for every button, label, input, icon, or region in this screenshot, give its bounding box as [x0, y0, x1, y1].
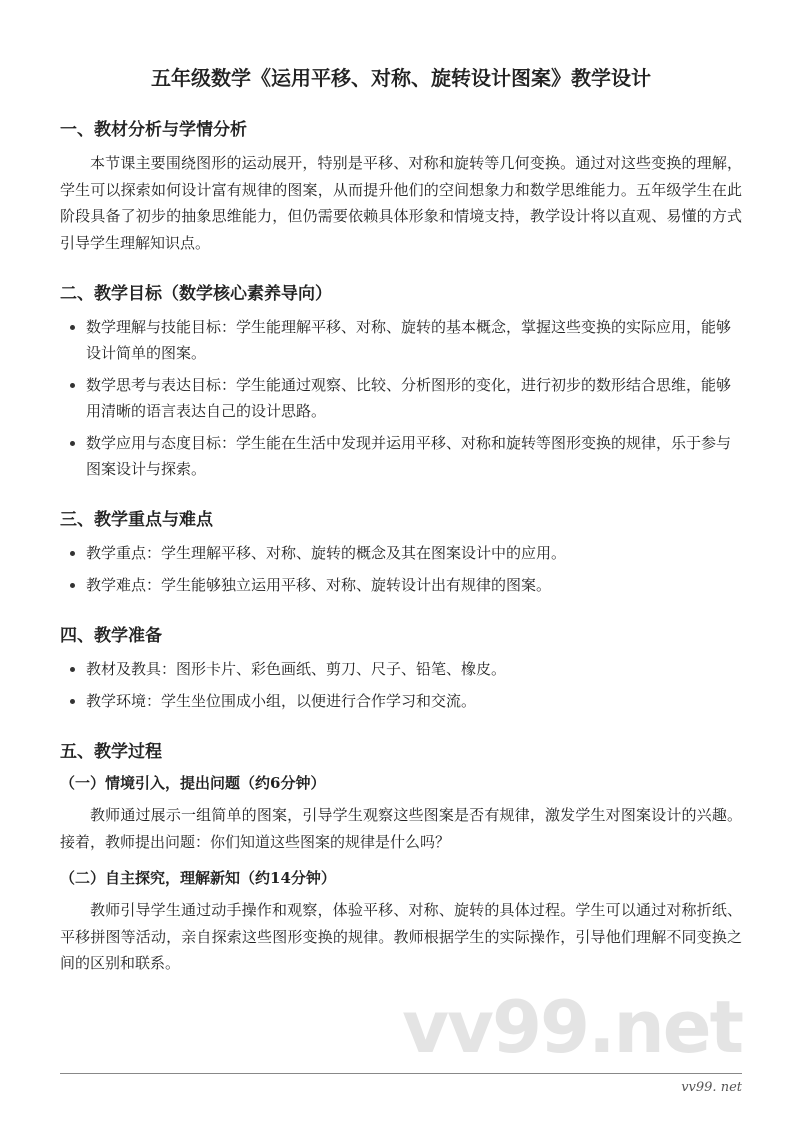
bullet-icon: [70, 325, 75, 330]
list-item: [60, 688, 742, 714]
list-item: [60, 314, 742, 366]
key-points-list: [60, 540, 742, 598]
section-heading-2: 二、教学目标（数学核心素养导向）: [60, 284, 332, 304]
objectives-list: [60, 314, 742, 482]
list-item: [60, 540, 742, 566]
list-item: [60, 656, 742, 682]
bullet-icon: [70, 441, 75, 446]
preparation-list: [60, 656, 742, 714]
list-item: [60, 430, 742, 482]
bullet-icon: [70, 699, 75, 704]
page-title: 五年级数学《运用平移、对称、旋转设计图案》教学设计: [151, 66, 651, 90]
list-item-text: 数学理解与技能目标：学生能理解平移、对称、旋转的基本概念，掌握这些变换的实际应用，能够设计简单的图案。: [86, 318, 732, 362]
bullet-icon: [70, 551, 75, 556]
footer-divider: [60, 1073, 742, 1074]
bullet-icon: [70, 583, 75, 588]
list-item-text: 教材及教具：图形卡片、彩色画纸、剪刀、尺子、铅笔、橡皮。: [86, 660, 507, 678]
section-1-paragraph: 本节课主要围绕图形的运动展开，特别是平移、对称和旋转等几何变换。通过对这些变换的理解，学生可以探索如何设计富有规律的图案，从而提升他们的空间想象力和数学思维能力。五年级学生在此阶段具备了初步的抽象思维能力，但仍需要依赖具体形象和情境支持，教学设计将以直观、易懂的方式引导学生理解知识点。: [60, 154, 742, 252]
list-item-text: 数学思考与表达目标：学生能通过观察、比较、分析图形的变化，进行初步的数形结合思维，能够用清晰的语言表达自己的设计思路。: [86, 376, 732, 420]
list-item-text: 数学应用与态度目标：学生能在生活中发现并运用平移、对称和旋转等图形变换的规律，乐于参与图案设计与探索。: [86, 434, 732, 478]
section-heading-4: 四、教学准备: [60, 626, 162, 646]
subsection-heading-2: （二）自主探究，理解新知（约14分钟）: [60, 869, 336, 887]
list-item: [60, 572, 742, 598]
footer-site: vv99. net: [681, 1079, 742, 1095]
bullet-icon: [70, 667, 75, 672]
subsection-heading-1: （一）情境引入，提出问题（约6分钟）: [60, 774, 326, 792]
subsection-1-paragraph: 教师通过展示一组简单的图案，引导学生观察这些图案是否有规律，激发学生对图案设计的兴趣。接着，教师提出问题：你们知道这些图案的规律是什么吗？: [60, 806, 742, 851]
section-heading-1: 一、教材分析与学情分析: [60, 120, 247, 140]
list-item-text: 教学环境：学生坐位围成小组，以便进行合作学习和交流。: [86, 692, 477, 710]
bullet-icon: [70, 383, 75, 388]
subsection-2-paragraph: 教师引导学生通过动手操作和观察，体验平移、对称、旋转的具体过程。学生可以通过对称折纸、平移拼图等活动，亲自探索这些图形变换的规律。教师根据学生的实际操作，引导他们理解不同变换之间的区别和联系。: [60, 901, 742, 972]
section-heading-3: 三、教学重点与难点: [60, 510, 213, 530]
list-item-text: 教学难点：学生能够独立运用平移、对称、旋转设计出有规律的图案。: [86, 576, 552, 594]
list-item: [60, 372, 742, 424]
watermark: vv99.net: [402, 984, 742, 1069]
section-heading-5: 五、教学过程: [60, 742, 162, 762]
list-item-text: 教学重点：学生理解平移、对称、旋转的概念及其在图案设计中的应用。: [86, 544, 567, 562]
